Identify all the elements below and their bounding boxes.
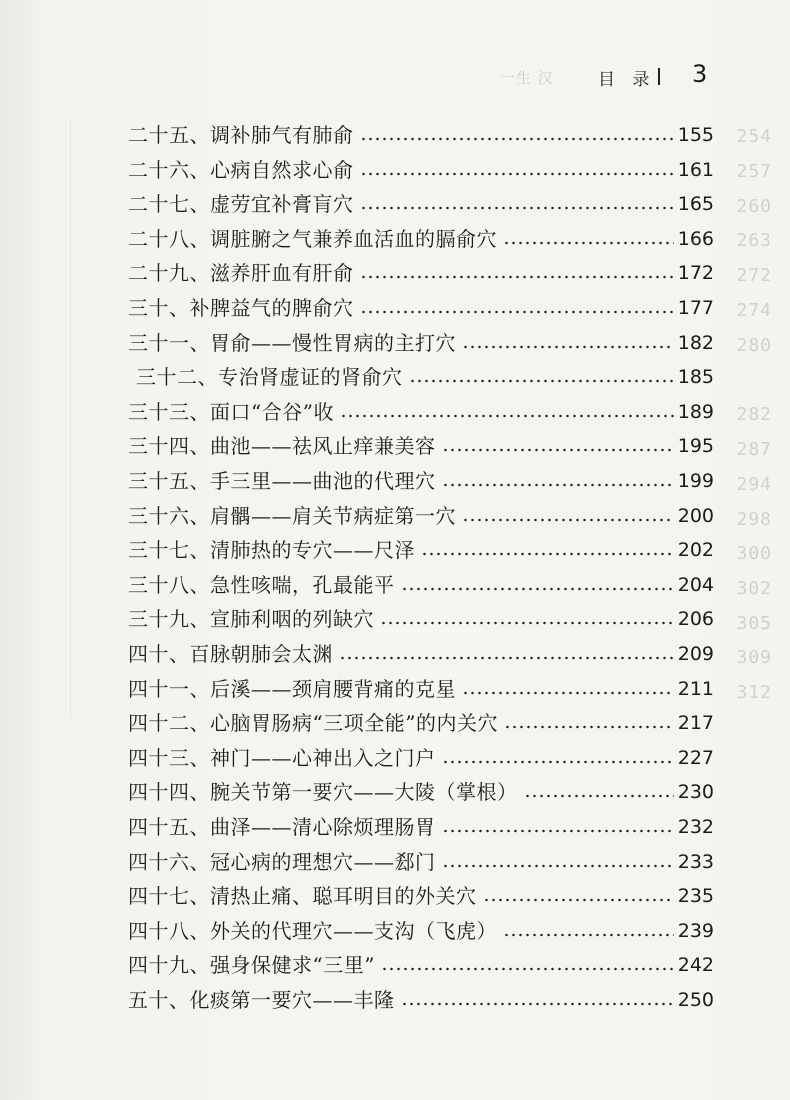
bleed-through-number: 282 xyxy=(736,404,772,425)
bleed-through-number: 274 xyxy=(736,300,772,321)
toc-entry-title: 二十九、滋养肝血有肝俞 xyxy=(128,261,354,286)
toc-entry-page: 232 xyxy=(677,816,714,838)
toc-entry-page: 185 xyxy=(677,366,714,389)
dot-leader xyxy=(462,672,674,706)
toc-entry-page: 217 xyxy=(677,712,714,735)
left-margin-shadow xyxy=(70,118,81,718)
toc-entry-page: 165 xyxy=(677,193,714,216)
toc-entry[interactable] xyxy=(128,983,714,1017)
toc-entry-page: 204 xyxy=(677,573,714,596)
toc-entry-title: 二十五、调补肺气有肺俞 xyxy=(128,123,354,147)
bleed-through-number: 280 xyxy=(736,335,772,356)
page-number: 3 xyxy=(692,60,708,88)
toc-entry-title: 四十三、神门——心神出入之门户 xyxy=(128,745,436,770)
toc-entry-title: 四十五、曲泽——清心除烦理肠胃 xyxy=(128,815,436,839)
toc-entry[interactable] xyxy=(128,568,714,602)
dot-leader xyxy=(442,845,674,879)
dot-leader xyxy=(503,914,674,948)
dot-leader xyxy=(360,291,674,325)
dot-leader xyxy=(409,360,674,394)
toc-entry-page: 177 xyxy=(677,297,714,319)
dot-leader xyxy=(340,395,674,429)
toc-entry-page: 233 xyxy=(677,850,714,873)
bleed-through-number: 260 xyxy=(736,196,772,217)
toc-entry[interactable] xyxy=(128,602,714,636)
toc-entry[interactable] xyxy=(128,533,714,567)
toc-entry[interactable] xyxy=(128,810,714,844)
toc-entry-title: 二十六、心病自然求心俞 xyxy=(128,157,354,182)
toc-entry-title: 四十四、腕关节第一要穴——大陵（掌根） xyxy=(128,780,518,805)
bleed-through-number: 312 xyxy=(736,682,772,703)
dot-leader xyxy=(524,775,674,809)
bleed-through-number: 287 xyxy=(736,439,772,460)
toc-entry-page: 166 xyxy=(677,227,714,250)
toc-entry-page: 239 xyxy=(677,919,714,942)
dot-leader xyxy=(360,153,674,187)
toc-entry-title: 三十一、胃俞——慢性胃病的主打穴 xyxy=(128,330,456,355)
toc-entry[interactable] xyxy=(128,429,714,463)
toc-entry-title: 四十二、心脑胃肠病“三项全能”的内关穴 xyxy=(128,711,498,736)
toc-entry-title: 三十六、肩髃——肩关节病症第一穴 xyxy=(128,503,456,528)
toc-entry-page: 172 xyxy=(677,262,714,285)
toc-entry[interactable] xyxy=(128,672,714,706)
toc-entry[interactable] xyxy=(128,395,714,429)
toc-entry-page: 189 xyxy=(677,400,714,423)
toc-entry-page: 195 xyxy=(677,435,714,458)
toc-entry-title: 四十九、强身保健求“三里” xyxy=(128,953,375,978)
toc-entry[interactable] xyxy=(128,464,714,498)
toc-entry-page: 161 xyxy=(677,158,714,181)
toc-entry[interactable] xyxy=(128,187,714,221)
dot-leader xyxy=(462,499,674,533)
toc-entry-page: 155 xyxy=(677,124,714,146)
toc-entry[interactable] xyxy=(128,914,714,948)
toc-entry-page: 182 xyxy=(677,331,714,354)
toc-entry[interactable] xyxy=(128,948,714,982)
toc-entry-title: 三十五、手三里——曲池的代理穴 xyxy=(128,469,436,493)
dot-leader xyxy=(442,741,674,775)
dot-leader xyxy=(360,118,674,152)
toc-entry-page: 235 xyxy=(677,885,714,908)
toc-entry[interactable] xyxy=(128,845,714,879)
dot-leader xyxy=(442,810,674,844)
dot-leader xyxy=(442,464,674,498)
dot-leader xyxy=(401,568,674,602)
toc-entry-page: 211 xyxy=(677,677,714,700)
toc-entry-page: 200 xyxy=(677,504,714,527)
toc-entry-title: 二十八、调脏腑之气兼养血活血的膈俞穴 xyxy=(128,226,497,251)
bleed-through-number: 263 xyxy=(736,230,772,251)
dot-leader xyxy=(462,326,674,360)
toc-entry-title: 五十、化痰第一要穴——丰隆 xyxy=(128,988,395,1012)
dot-leader xyxy=(380,602,674,636)
bleed-through-number: 298 xyxy=(736,509,772,530)
bleed-through-number: 302 xyxy=(736,578,772,599)
toc-entry[interactable] xyxy=(128,326,714,360)
toc-entry[interactable] xyxy=(128,741,714,775)
bleed-through-number: 305 xyxy=(736,613,772,634)
bleed-through-number: 254 xyxy=(736,126,772,147)
toc-entry-title: 四十七、清热止痛、聪耳明目的外关穴 xyxy=(128,884,477,909)
toc-entry-page: 227 xyxy=(677,746,714,769)
toc-entry-title: 三十三、面口“合谷”收 xyxy=(128,399,334,424)
dot-leader xyxy=(401,983,674,1017)
toc-entry[interactable] xyxy=(128,291,714,325)
toc-entry[interactable] xyxy=(128,879,714,913)
dot-leader xyxy=(504,706,674,740)
toc-entry-page: 242 xyxy=(677,954,714,977)
toc-entry-title: 四十、百脉朝肺会太渊 xyxy=(128,642,333,666)
dot-leader xyxy=(360,256,674,290)
header-divider xyxy=(658,68,660,85)
toc-entry-title: 三十七、清肺热的专穴——尺泽 xyxy=(128,538,415,563)
toc-entry-title: 三十八、急性咳喘，孔最能平 xyxy=(128,572,395,597)
header-section-label: 目 录 xyxy=(598,70,656,90)
dot-leader xyxy=(503,222,674,256)
toc-entry-page: 199 xyxy=(677,470,714,492)
toc-entry[interactable] xyxy=(128,637,714,671)
toc-entry-page: 202 xyxy=(677,539,714,562)
bleed-through-number: 309 xyxy=(736,647,772,668)
toc-entry[interactable] xyxy=(128,706,714,740)
dot-leader xyxy=(339,637,674,671)
dot-leader xyxy=(483,879,674,913)
bleed-through-number: 272 xyxy=(736,265,772,286)
dot-leader xyxy=(421,533,674,567)
toc-entry-title: 四十八、外关的代理穴——支沟（飞虎） xyxy=(128,918,497,943)
dot-leader xyxy=(360,187,674,221)
toc-entry-page: 206 xyxy=(677,608,714,631)
header-ghost-text: 一生 汉 xyxy=(500,69,554,87)
toc-entry-title: 三十、补脾益气的脾俞穴 xyxy=(128,296,354,320)
toc-entry[interactable] xyxy=(128,775,714,809)
dot-leader xyxy=(442,429,674,463)
toc-entry[interactable] xyxy=(128,222,714,256)
dot-leader xyxy=(381,948,674,982)
toc-entry-title: 四十一、后溪——颈肩腰背痛的克星 xyxy=(128,676,456,701)
toc-entry[interactable] xyxy=(136,360,714,394)
bleed-through-number: 294 xyxy=(736,474,772,495)
toc-entry-title: 四十六、冠心病的理想穴——郄门 xyxy=(128,849,436,874)
toc-entry-page: 250 xyxy=(677,989,714,1011)
toc-entry-page: 230 xyxy=(677,781,714,804)
toc-entry-title: 三十九、宣肺利咽的列缺穴 xyxy=(128,607,374,632)
toc-entry[interactable] xyxy=(128,153,714,187)
toc-entry-title: 三十二、专治肾虚证的肾俞穴 xyxy=(136,365,403,390)
toc-entry-page: 209 xyxy=(677,643,714,665)
toc-entry[interactable] xyxy=(128,499,714,533)
toc-entry-title: 三十四、曲池——祛风止痒兼美容 xyxy=(128,434,436,459)
running-header xyxy=(470,60,730,94)
toc-entry[interactable] xyxy=(128,118,714,152)
bleed-through-number: 300 xyxy=(736,543,772,564)
toc-entry-title: 二十七、虚劳宜补膏肓穴 xyxy=(128,192,354,217)
toc-entry[interactable] xyxy=(128,256,714,290)
bleed-through-number: 257 xyxy=(736,161,772,182)
